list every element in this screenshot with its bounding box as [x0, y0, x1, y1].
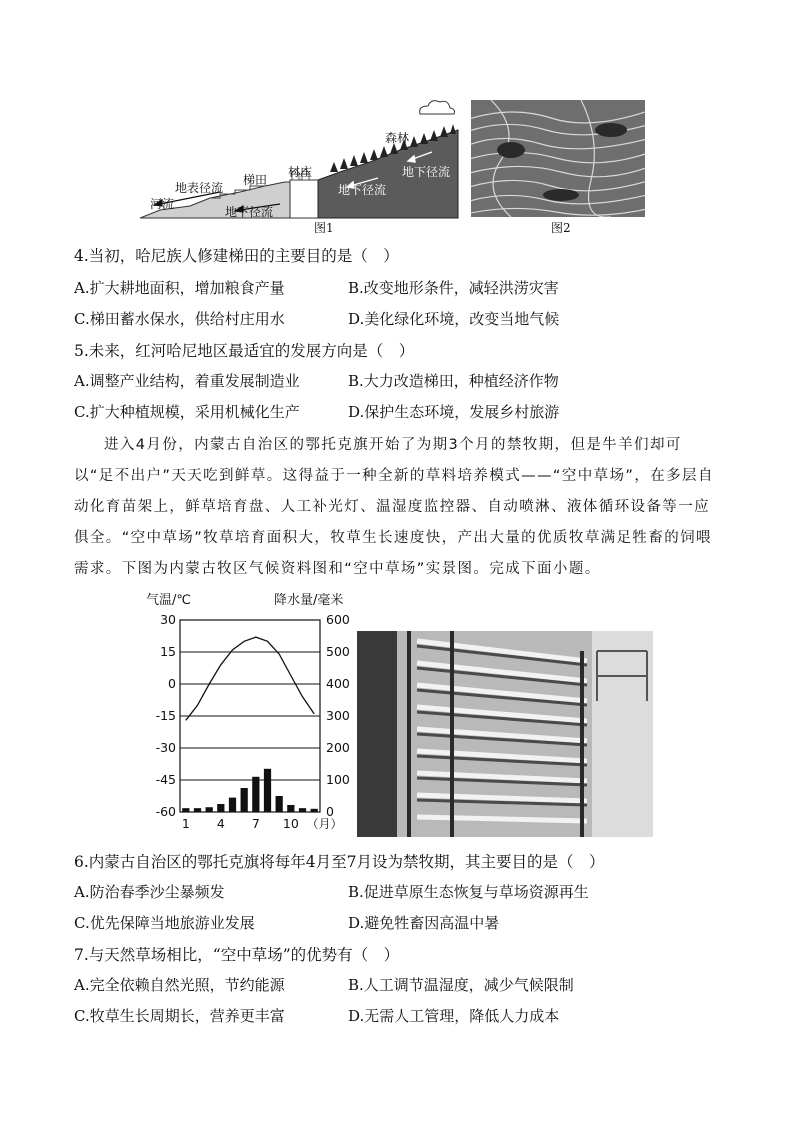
air-pasture-photo — [357, 631, 653, 837]
figure1-caption: 图1 — [314, 221, 334, 235]
temperature-tick-label: -15 — [155, 708, 176, 723]
forest-label: 森林 — [385, 131, 410, 145]
temperature-tick-label: 0 — [168, 676, 176, 691]
question-7-stem: 7.与天然草场相比，“空中草场”的优势有（ ） — [74, 946, 400, 964]
precipitation-tick-label: 200 — [326, 740, 350, 755]
precipitation-bar — [276, 796, 283, 812]
climate-chart — [140, 590, 358, 840]
question-4-stem: 4.当初，哈尼族人修建梯田的主要目的是（ ） — [74, 247, 399, 265]
precipitation-bar — [287, 805, 294, 812]
temperature-axis-title: 气温/℃ — [146, 593, 191, 608]
groundwater-label-mid: 地下径流 — [338, 183, 387, 197]
figure1 — [140, 92, 462, 234]
precipitation-bar — [241, 788, 248, 812]
question-7-option-c[interactable]: C.牧草生长周期长，营养更丰富 — [74, 1007, 285, 1025]
precipitation-bar — [206, 807, 213, 812]
village-label: 村庄 — [288, 165, 313, 179]
question-4-option-d[interactable]: D.美化绿化环境，改变当地气候 — [348, 310, 560, 328]
passage-text: 进入4月份，内蒙古自治区的鄂托克旗开始了为期3个月的禁牧期，但是牛羊们却可以“足不出户”天天吃到鲜草。这得益于一种全新的草料培养模式——“空中草场”，在多层自动化育苗架上，鲜草培育盘、人工补光灯、温湿度监控器、自动喷淋、液体循环设备等一应俱全。“空中草场”牧草培育面积大，牧草生长速度快，产出大量的优质牧草满足牲畜的饲喂需求。下图为内蒙古牧区气候资料图和“空中草场”实景图。完成下面小题。 — [74, 437, 714, 577]
precipitation-bar — [299, 808, 306, 812]
month-tick-label: 4 — [216, 816, 225, 831]
precipitation-tick-label: 400 — [326, 676, 350, 691]
month-tick-label: 7 — [251, 816, 260, 831]
groundwater-label-right: 地下径流 — [402, 165, 451, 179]
precipitation-bar — [229, 798, 236, 812]
temperature-tick-label: 15 — [160, 644, 176, 659]
surface-runoff-label: 地表径流 — [175, 181, 224, 195]
month-tick-label: 1 — [181, 816, 190, 831]
precipitation-tick-label: 600 — [326, 612, 350, 627]
temperature-tick-label: -45 — [155, 772, 176, 787]
precipitation-tick-label: 100 — [326, 772, 350, 787]
question-7-option-d[interactable]: D.无需人工管理，降低人力成本 — [348, 1007, 560, 1025]
question-6-option-d[interactable]: D.避免牲畜因高温中暑 — [348, 914, 500, 932]
temperature-tick-label: 30 — [160, 612, 176, 627]
temperature-tick-label: -30 — [155, 740, 176, 755]
precipitation-bar — [194, 808, 201, 812]
question-6-stem: 6.内蒙古自治区的鄂托克旗将每年4月至7月设为禁牧期，其主要目的是（ ） — [74, 853, 605, 871]
climate-chart-svg — [140, 590, 358, 840]
precipitation-tick-label: 300 — [326, 708, 350, 723]
precipitation-bar — [311, 809, 318, 812]
precipitation-bar — [264, 769, 271, 812]
terrace-cross-section-diagram — [140, 92, 462, 220]
precipitation-tick-label: 0 — [326, 804, 334, 819]
precipitation-axis-title: 降水量/毫米 — [274, 593, 344, 608]
question-7-option-b[interactable]: B.人工调节温湿度，减少气候限制 — [348, 976, 574, 994]
terrace-photo — [471, 100, 645, 217]
precipitation-bar — [252, 777, 259, 812]
question-5-option-c[interactable]: C.扩大种植规模，采用机械化生产 — [74, 403, 300, 421]
question-4-option-c[interactable]: C.梯田蓄水保水，供给村庄用水 — [74, 310, 285, 328]
question-7-option-a[interactable]: A.完全依赖自然光照，节约能源 — [74, 976, 285, 994]
question-5-option-d[interactable]: D.保护生态环境，发展乡村旅游 — [348, 403, 560, 421]
question-6-option-b[interactable]: B.促进草原生态恢复与草场资源再生 — [348, 883, 589, 901]
question-4-option-b[interactable]: B.改变地形条件，减轻洪涝灾害 — [348, 279, 559, 297]
figure2-caption: 图2 — [551, 221, 571, 235]
question-5-option-a[interactable]: A.调整产业结构，着重发展制造业 — [74, 372, 300, 390]
question-5-stem: 5.未来，红河哈尼地区最适宜的发展方向是（ ） — [74, 342, 415, 360]
precipitation-bar — [182, 808, 189, 812]
month-unit-label: （月） — [306, 817, 343, 831]
question-5-option-b[interactable]: B.大力改造梯田，种植经济作物 — [348, 372, 559, 390]
groundwater-label-left: 地下径流 — [225, 205, 274, 219]
temperature-tick-label: -60 — [155, 804, 176, 819]
temperature-line — [186, 637, 314, 720]
month-tick-label: 10 — [282, 816, 299, 831]
reading-passage — [74, 430, 722, 585]
precipitation-tick-label: 500 — [326, 644, 350, 659]
terrace-label: 梯田 — [243, 173, 268, 187]
river-label: 河流 — [150, 197, 175, 211]
question-6-option-a[interactable]: A.防治春季沙尘暴频发 — [74, 883, 225, 901]
question-4-option-a[interactable]: A.扩大耕地面积，增加粮食产量 — [74, 279, 285, 297]
precipitation-bar — [217, 804, 224, 812]
question-6-option-c[interactable]: C.优先保障当地旅游业发展 — [74, 914, 255, 932]
